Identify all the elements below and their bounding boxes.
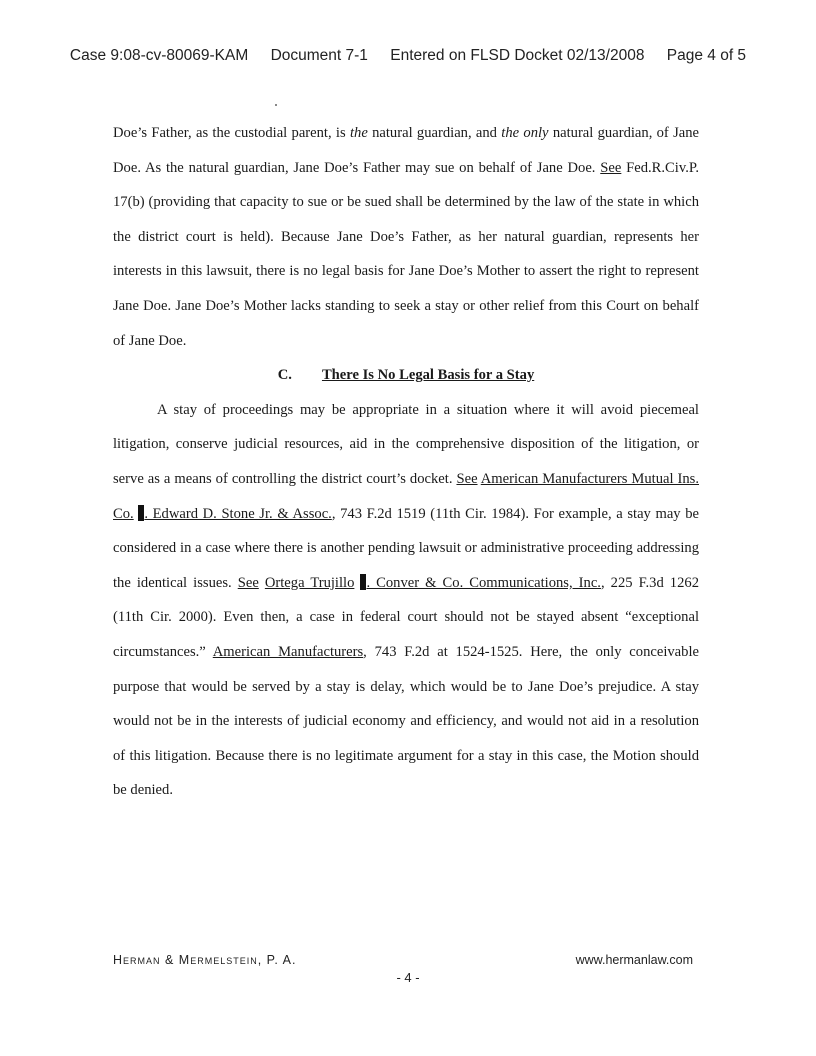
section-heading-c [113,358,699,393]
case-citation-conver: . Conver & Co. Communications, Inc. [366,574,601,591]
signal-see: See [456,470,478,487]
section-title: There Is No Legal Basis for a Stay [321,367,535,384]
case-number: Case 9:08-cv-80069-KAM [69,47,249,64]
text-run: natural guardian, of Jane Doe. As the natural guardian, Jane Doe’s Father may sue on behalf of Jane Doe. [113,125,700,176]
case-citation-american-manufacturers: American Manufacturers Mutual Ins. Co. [113,470,699,522]
page-number: - 4 - [396,970,420,985]
text-run: , 225 F.3d 1262 (11th Cir. 2000). Even then, a case in federal court should not be stayed absent “exceptional circumstances.” [113,574,699,660]
case-citation-ortega-trujillo: Ortega Trujillo [264,574,355,591]
case-short-cite: American Manufacturers [212,643,364,660]
page-indicator: Page 4 of 5 [666,47,747,64]
signal-see: See [237,574,259,591]
text-run: natural guardian, and [367,125,502,141]
docket-entry-date: Entered on FLSD Docket 02/13/2008 [390,47,645,64]
firm-website: www.hermanlaw.com [575,953,693,967]
section-letter: C. [277,367,292,384]
text-run: Fed.R.Civ.P. 17(b) (providing that capacity to sue or be sued shall be determined by the law of the state in which the district court is held). Because Jane Doe’s Father, as her natural guardian, represents her interests in this lawsuit, there is no legal basis for Jane Doe’s Mother to assert the right to represent Jane Doe. Jane Doe’s Mother lacks standing to seek a stay or other relief from this Court on behalf of Jane Doe. [113,159,699,349]
signal-see: See [600,159,622,176]
scan-speck [275,104,277,106]
text-run: Doe’s Father, as the custodial parent, is [113,125,350,141]
paragraph-stay [113,393,699,808]
text-run: A stay of proceedings may be appropriate in a situation where it will avoid piecemeal litigation, conserve judicial resources, aid in the comprehensive disposition of the litigation, or serve as a means of controlling the district court’s docket. [113,401,699,487]
document-body [113,116,699,808]
text-run: , 743 F.2d 1519 (11th Cir. 1984). For example, a stay may be considered in a case where there is another pending lawsuit or administrative proceeding addressing the identical issues. [113,505,699,591]
text-run: , 743 F.2d at 1524-1525. Here, the only conceivable purpose that would be served by a stay is delay, which would be to Jane Doe’s prejudice. A stay would not be in the interests of judicial economy and efficiency, and would not aid in a resolution of this litigation. Because there is no legitimate argument for a stay in this case, the Motion should be denied. [113,643,699,799]
emphasis-the-only: the only [501,125,549,141]
docket-header [0,47,816,65]
emphasis-the: the [349,125,368,141]
case-citation-stone: . Edward D. Stone Jr. & Assoc. [144,505,332,522]
document-number: Document 7-1 [270,47,368,64]
paragraph-guardian [113,116,699,358]
firm-name: Herman & Mermelstein, P. A. [113,953,297,967]
